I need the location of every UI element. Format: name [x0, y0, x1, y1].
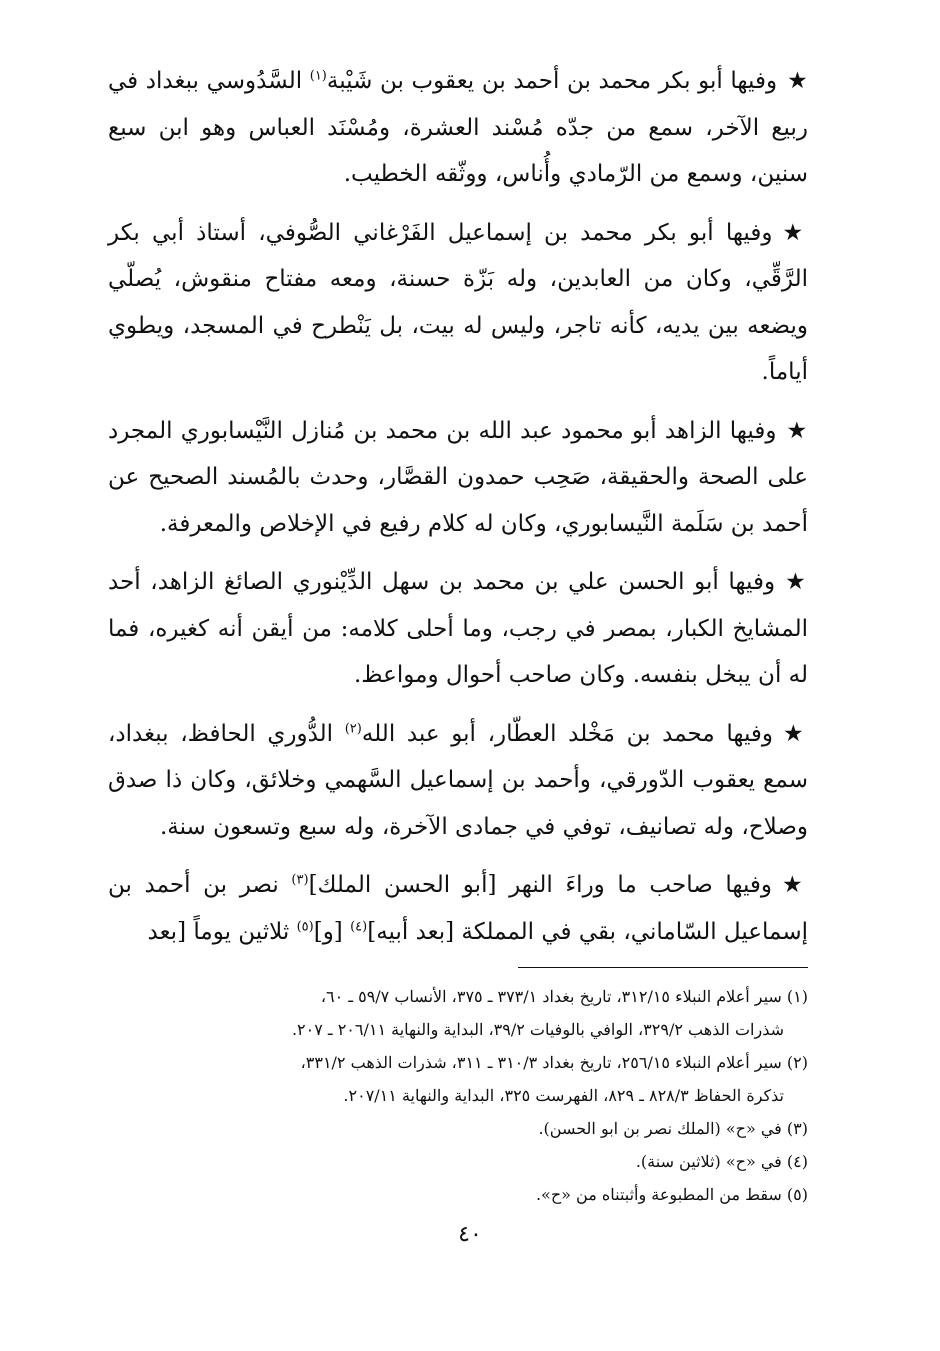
paragraph-text: وفيها أبو بكر محمد بن أحمد بن يعقوب بن شَيْبة [326, 68, 778, 94]
footnote-5 [108, 1178, 808, 1211]
footnote-2-continued [108, 1079, 808, 1112]
paragraph-text: وفيها محمد بن مَخْلد العطّار، أبو عبد الله [361, 720, 774, 747]
paragraph-text: وفيها أبو الحسن علي بن محمد بن سهل الدِّيْنوري الصائغ الزاهد، أحد المشايخ الكبار، بمصر في رجب، وما أحلى كلامه: من أيقن أنه كغيره، فما له أن يبخل بنفسه. وكان صاحب أحوال ومواعظ. [108, 569, 808, 688]
footnote-ref-2: (٢) [344, 720, 362, 736]
main-text [108, 58, 808, 955]
footnote-3 [108, 1112, 808, 1145]
paragraph-text: ثلاثين يوماً [بعد [147, 918, 297, 945]
footnote-separator [518, 967, 808, 968]
footnote-ref-5: (٥) [296, 918, 314, 934]
page-number: ٤٠ [458, 1222, 482, 1247]
footnote-text: (٤) في «ح» (ثلاثين سنة). [635, 1152, 808, 1171]
footnote-1 [108, 980, 808, 1013]
footnote-text: شذرات الذهب ٣٢٩/٢، الوافي بالوفيات ٣٩/٢، البداية والنهاية ٢٠٦/١١ ـ ٢٠٧. [291, 1020, 784, 1039]
footnote-text: (١) سير أعلام النبلاء ٣١٢/١٥، تاريخ بغداد ٣٧٣/١ ـ ٣٧٥، الأنساب ٥٩/٧ ـ ٦٠، [320, 987, 808, 1006]
star-icon: ★ [783, 720, 808, 747]
paragraph-text: وفيها أبو بكر محمد بن إسماعيل الفَرْغاني الصُّوفي، أستاذ أبي بكر الرَّقِّي، وكان من العابدين، وله بَزّة حسنة، ومعه مفتاح منقوش، يُصلّي ويضعه بين يديه، كأنه تاجر، وليس له بيت، بل يَنْطرح في المسجد، ويطوي أياماً. [108, 219, 808, 385]
star-icon: ★ [782, 219, 808, 246]
paragraph-text: نصر بن أحمد بن إسماعيل السّاماني، بقي في المملكة [بعد أبيه] [108, 872, 808, 945]
footnote-1-continued [108, 1013, 808, 1046]
footnote-ref-4: (٤) [350, 918, 368, 934]
paragraph-text: [و] [313, 918, 351, 945]
star-icon: ★ [787, 68, 809, 94]
paragraph-text: السَّدُوسي ببغداد في ربيع الآخر، سمع من جدّه مُسْند العشرة، ومُسْنَد العباس وهو ابن سبع سنين، وسمع من الرّمادي وأُناس، ووثّقه الخطيب. [108, 68, 808, 187]
star-icon: ★ [782, 872, 809, 898]
paragraph-1 [108, 58, 808, 198]
footnote-4 [108, 1145, 808, 1178]
paragraph-3 [108, 408, 808, 548]
paragraph-2 [108, 210, 808, 396]
footnote-2 [108, 1046, 808, 1079]
footnote-text: (٥) سقط من المطبوعة وأثبتناه من «ح». [535, 1185, 808, 1204]
footnote-text: (٢) سير أعلام النبلاء ٢٥٦/١٥، تاريخ بغداد ٣١٠/٣ ـ ٣١١، شذرات الذهب ٣٣١/٢، [300, 1053, 808, 1072]
star-icon: ★ [785, 569, 808, 595]
star-icon: ★ [786, 417, 808, 444]
paragraph-6 [108, 862, 808, 955]
paragraph-text: الدُّوري الحافظ، ببغداد، سمع يعقوب الدّورقي، وأحمد بن إسماعيل السَّهمي وخلائق، وكان ذا صدق وصلاح، وله تصانيف، توفي في جمادى الآخرة، وله سبع وتسعون سنة. [108, 720, 808, 840]
paragraph-5 [108, 711, 808, 851]
footnote-ref-3: (٣) [291, 872, 309, 888]
paragraph-4 [108, 559, 808, 699]
footnotes [108, 980, 808, 1211]
paragraph-text: وفيها الزاهد أبو محمود عبد الله بن محمد بن مُنازل النَّيْسابوري المجرد على الصحة والحقيقة، صَحِب حمدون القصَّار، وحدث بالمُسند الصحيح عن أحمد بن سَلَمة النَّيسابوري، وكان له كلام رفيع في الإخلاص والمعرفة. [108, 417, 808, 537]
paragraph-text: وفيها صاحب ما وراءَ النهر [أبو الحسن الملك] [308, 872, 773, 898]
footnote-text: تذكرة الحفاظ ٨٢٨/٣ ـ ٨٢٩، الفهرست ٣٢٥، البداية والنهاية ٢٠٧/١١. [343, 1086, 784, 1105]
footnote-text: (٣) في «ح» (الملك نصر بن ابو الحسن). [538, 1119, 808, 1138]
footnote-ref-1: (١) [309, 68, 327, 84]
